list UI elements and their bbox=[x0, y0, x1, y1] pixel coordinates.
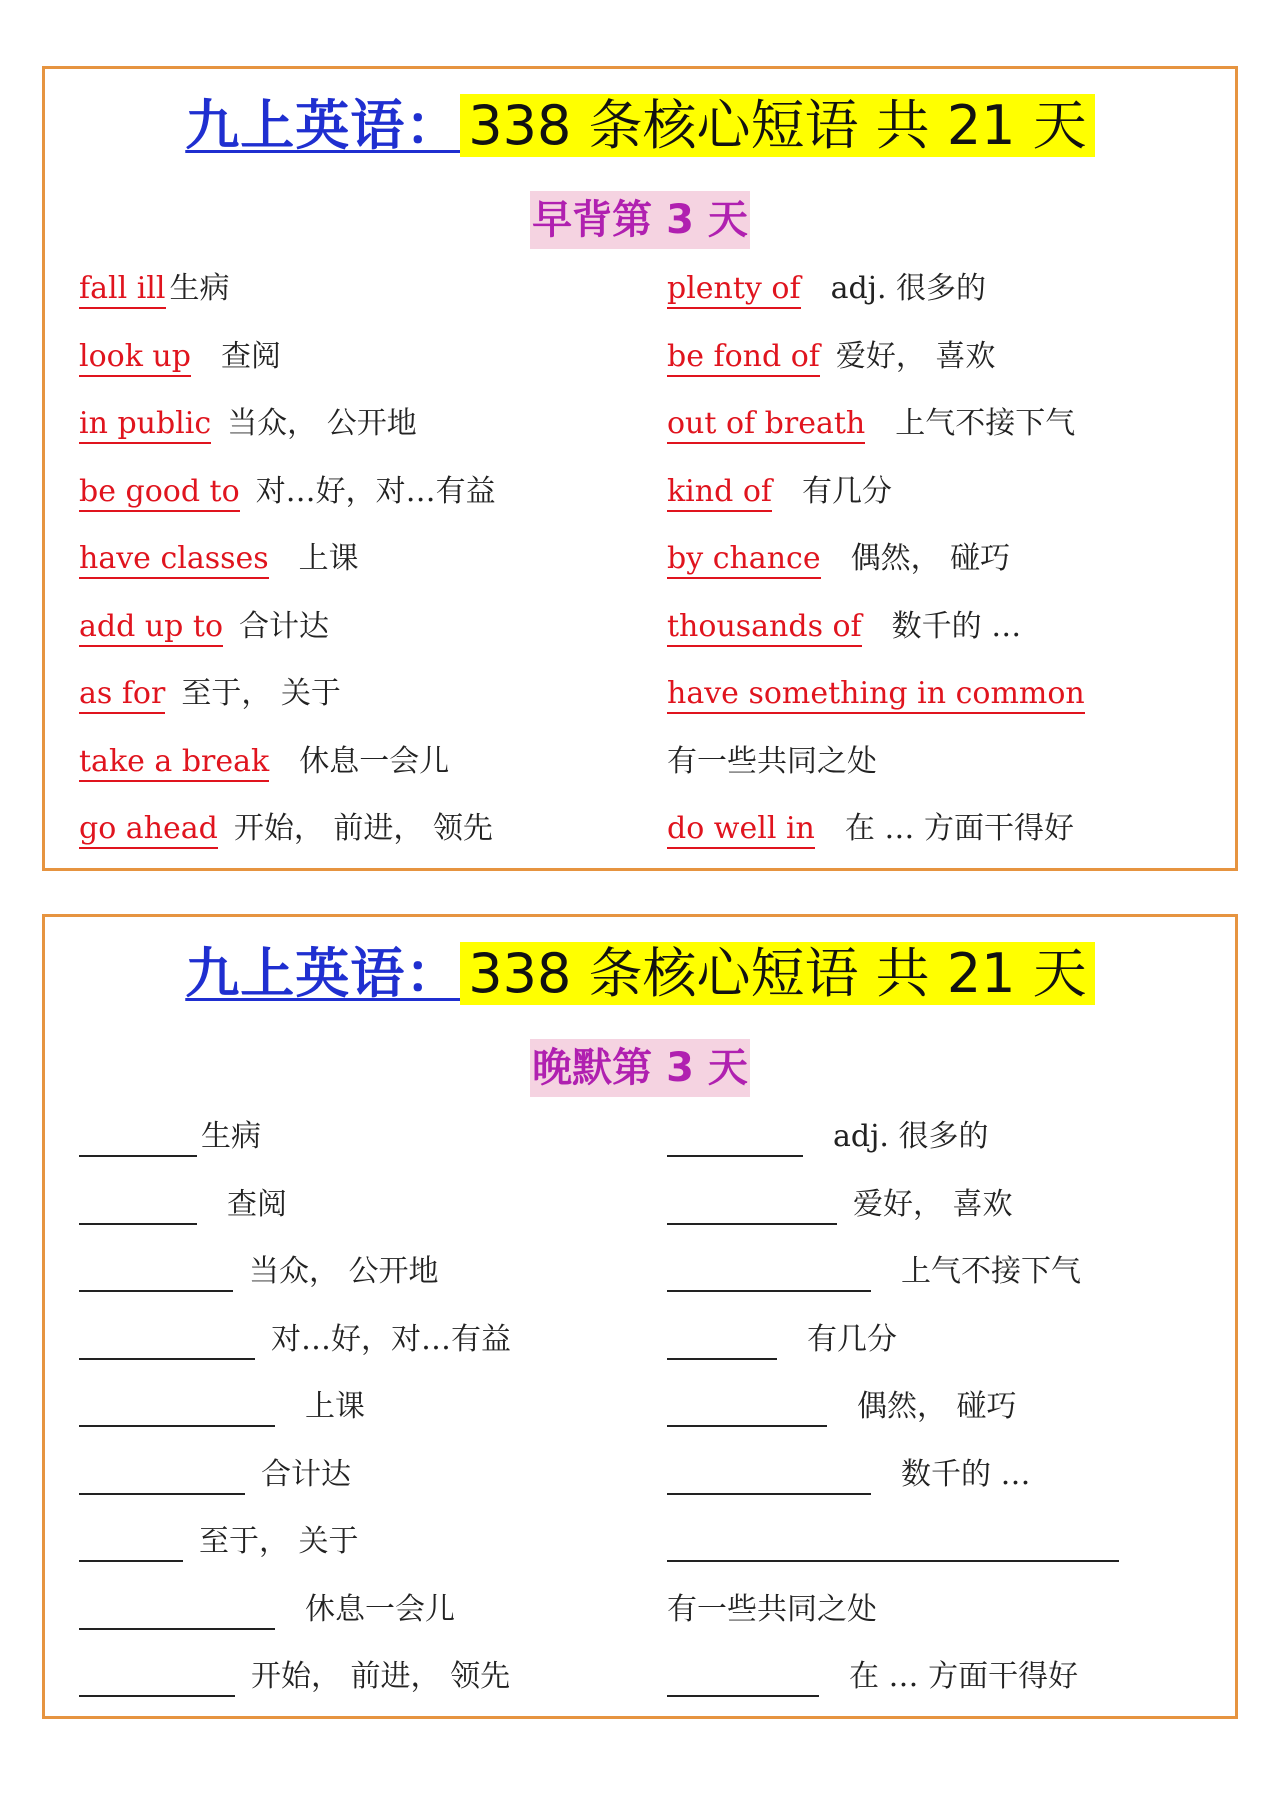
dictation-grid bbox=[79, 1117, 1195, 1725]
phrase-text: be good to bbox=[79, 474, 240, 512]
phrase-item bbox=[667, 472, 892, 512]
phrase-item bbox=[79, 742, 449, 782]
phrase-item bbox=[79, 1455, 351, 1495]
phrase-meaning: 有一些共同之处 bbox=[667, 1591, 877, 1627]
table-row bbox=[79, 742, 1195, 810]
phrase-meaning: adj. 很多的 bbox=[830, 271, 987, 306]
phrase-item bbox=[667, 1117, 988, 1157]
phrase-text: out of breath bbox=[667, 406, 865, 444]
phrase-item bbox=[667, 1320, 897, 1360]
phrase-meaning: 上气不接下气 bbox=[901, 1254, 1081, 1289]
phrase-text: plenty of bbox=[667, 271, 801, 309]
phrase-text: look up bbox=[79, 339, 191, 377]
phrase-meaning: 在 … 方面干得好 bbox=[844, 811, 1074, 846]
phrase-meaning: 上课 bbox=[305, 1389, 365, 1424]
phrase-item bbox=[79, 1387, 365, 1427]
phrase-text: do well in bbox=[667, 811, 815, 849]
phrase-item bbox=[667, 607, 1021, 647]
answer-blank[interactable] bbox=[667, 1395, 827, 1427]
phrase-item bbox=[79, 1320, 511, 1360]
phrase-text: have classes bbox=[79, 541, 269, 579]
phrase-item bbox=[79, 269, 230, 309]
phrase-meaning: 偶然， 碰巧 bbox=[850, 541, 1011, 576]
title-lead: 九上英语： bbox=[185, 93, 461, 157]
phrase-item bbox=[667, 809, 1074, 849]
phrase-meaning: 在 … 方面干得好 bbox=[849, 1659, 1079, 1694]
phrase-item bbox=[667, 1522, 1119, 1562]
phrase-item bbox=[79, 1657, 510, 1697]
phrase-item bbox=[79, 337, 281, 377]
table-row bbox=[79, 607, 1195, 675]
title-main: 338 条核心短语 共 21 天 bbox=[460, 942, 1094, 1005]
phrase-meaning: 生病 bbox=[201, 1119, 261, 1154]
table-row bbox=[79, 539, 1195, 607]
phrase-item bbox=[667, 1387, 1017, 1427]
phrase-item bbox=[79, 607, 329, 647]
answer-blank[interactable] bbox=[667, 1125, 803, 1157]
phrase-text: go ahead bbox=[79, 811, 218, 849]
subtitle bbox=[45, 1039, 1235, 1097]
phrase-item bbox=[667, 404, 1075, 444]
phrase-item bbox=[79, 1185, 287, 1225]
table-row bbox=[79, 1117, 1195, 1185]
phrase-item bbox=[79, 1522, 359, 1562]
table-row bbox=[79, 1590, 1195, 1658]
table-row bbox=[79, 1185, 1195, 1253]
phrase-text: kind of bbox=[667, 474, 772, 512]
table-row bbox=[79, 1320, 1195, 1388]
phrase-meaning: 数千的 … bbox=[901, 1456, 1031, 1492]
phrase-text: in public bbox=[79, 406, 211, 444]
phrase-item bbox=[79, 674, 341, 714]
phrase-meaning: 数千的 … bbox=[891, 608, 1022, 644]
phrase-meaning: 至于， 关于 bbox=[199, 1524, 359, 1559]
morning-panel bbox=[42, 66, 1238, 871]
phrase-meaning: 当众， 公开地 bbox=[227, 406, 417, 441]
table-row bbox=[79, 1455, 1195, 1523]
phrase-meaning: 爱好， 喜欢 bbox=[853, 1186, 1013, 1222]
table-row bbox=[79, 1657, 1195, 1725]
phrase-meaning: 至于， 关于 bbox=[181, 676, 341, 711]
phrase-item bbox=[79, 539, 359, 579]
phrase-meaning: 上气不接下气 bbox=[895, 406, 1076, 441]
table-row bbox=[79, 337, 1195, 405]
phrase-item bbox=[667, 1657, 1078, 1697]
table-row bbox=[79, 472, 1195, 540]
phrase-item bbox=[79, 1590, 455, 1630]
phrase-meaning: 有几分 bbox=[807, 1321, 897, 1357]
phrase-text: be fond of bbox=[667, 339, 820, 377]
answer-blank[interactable] bbox=[79, 1598, 275, 1630]
phrase-text: thousands of bbox=[667, 609, 862, 647]
phrase-meaning: adj. 很多的 bbox=[833, 1119, 989, 1154]
phrase-meaning: 休息一会儿 bbox=[305, 1591, 455, 1627]
phrase-item bbox=[79, 809, 493, 849]
phrase-item bbox=[667, 1185, 1013, 1225]
phrase-item bbox=[667, 1455, 1031, 1495]
answer-blank[interactable] bbox=[79, 1530, 183, 1562]
phrase-item bbox=[667, 539, 1010, 579]
answer-blank[interactable] bbox=[79, 1260, 233, 1292]
subtitle-text: 早背第 3 天 bbox=[530, 191, 750, 249]
phrase-item bbox=[667, 742, 877, 782]
answer-blank[interactable] bbox=[667, 1665, 819, 1697]
phrase-item bbox=[79, 1117, 261, 1157]
phrase-item bbox=[667, 674, 1085, 714]
phrase-item bbox=[667, 337, 995, 377]
answer-blank[interactable] bbox=[79, 1125, 197, 1157]
phrase-meaning: 对…好，对…有益 bbox=[271, 1321, 511, 1357]
phrase-meaning: 合计达 bbox=[261, 1456, 351, 1492]
phrase-meaning: 爱好， 喜欢 bbox=[835, 338, 996, 374]
answer-blank[interactable] bbox=[79, 1193, 197, 1225]
phrase-text: add up to bbox=[79, 609, 223, 647]
page-title bbox=[45, 927, 1235, 1020]
phrase-item bbox=[79, 472, 496, 512]
table-row bbox=[79, 1522, 1195, 1590]
title-main: 338 条核心短语 共 21 天 bbox=[460, 94, 1094, 157]
phrase-meaning: 当众， 公开地 bbox=[249, 1254, 439, 1289]
phrase-meaning: 对…好，对…有益 bbox=[255, 473, 496, 509]
phrase-meaning: 上课 bbox=[298, 541, 359, 576]
answer-blank[interactable] bbox=[79, 1395, 275, 1427]
phrase-meaning: 有几分 bbox=[802, 473, 892, 509]
phrase-grid bbox=[79, 269, 1195, 877]
phrase-text: take a break bbox=[79, 744, 269, 782]
title-lead: 九上英语： bbox=[185, 941, 461, 1005]
phrase-item bbox=[79, 404, 417, 444]
phrase-meaning: 合计达 bbox=[239, 608, 330, 644]
phrase-item bbox=[667, 269, 986, 309]
phrase-meaning: 查阅 bbox=[227, 1186, 287, 1222]
answer-blank[interactable] bbox=[667, 1463, 871, 1495]
answer-blank[interactable] bbox=[79, 1463, 245, 1495]
phrase-item bbox=[667, 1590, 877, 1630]
table-row bbox=[79, 809, 1195, 877]
subtitle bbox=[45, 191, 1235, 249]
page-title bbox=[45, 79, 1235, 172]
evening-panel bbox=[42, 914, 1238, 1719]
phrase-item bbox=[79, 1252, 439, 1292]
answer-blank[interactable] bbox=[79, 1328, 255, 1360]
table-row bbox=[79, 674, 1195, 742]
subtitle-text: 晚默第 3 天 bbox=[530, 1039, 750, 1097]
phrase-text: as for bbox=[79, 676, 165, 714]
phrase-meaning: 查阅 bbox=[220, 338, 281, 374]
answer-blank[interactable] bbox=[667, 1193, 837, 1225]
phrase-text: fall ill bbox=[79, 271, 166, 309]
table-row bbox=[79, 1387, 1195, 1455]
answer-blank[interactable] bbox=[79, 1665, 235, 1697]
answer-blank[interactable] bbox=[667, 1328, 777, 1360]
phrase-meaning: 生病 bbox=[169, 271, 230, 306]
phrase-meaning: 休息一会儿 bbox=[299, 743, 450, 779]
phrase-meaning: 有一些共同之处 bbox=[667, 743, 877, 779]
phrase-meaning: 偶然， 碰巧 bbox=[857, 1389, 1017, 1424]
phrase-meaning: 开始， 前进， 领先 bbox=[251, 1659, 511, 1694]
table-row bbox=[79, 404, 1195, 472]
table-row bbox=[79, 1252, 1195, 1320]
answer-blank[interactable] bbox=[667, 1260, 871, 1292]
phrase-item bbox=[667, 1252, 1081, 1292]
phrase-meaning: 开始， 前进， 领先 bbox=[233, 811, 493, 846]
table-row bbox=[79, 269, 1195, 337]
phrase-text: by chance bbox=[667, 541, 821, 579]
phrase-text: have something in common bbox=[667, 676, 1085, 714]
answer-blank[interactable] bbox=[667, 1530, 1119, 1562]
